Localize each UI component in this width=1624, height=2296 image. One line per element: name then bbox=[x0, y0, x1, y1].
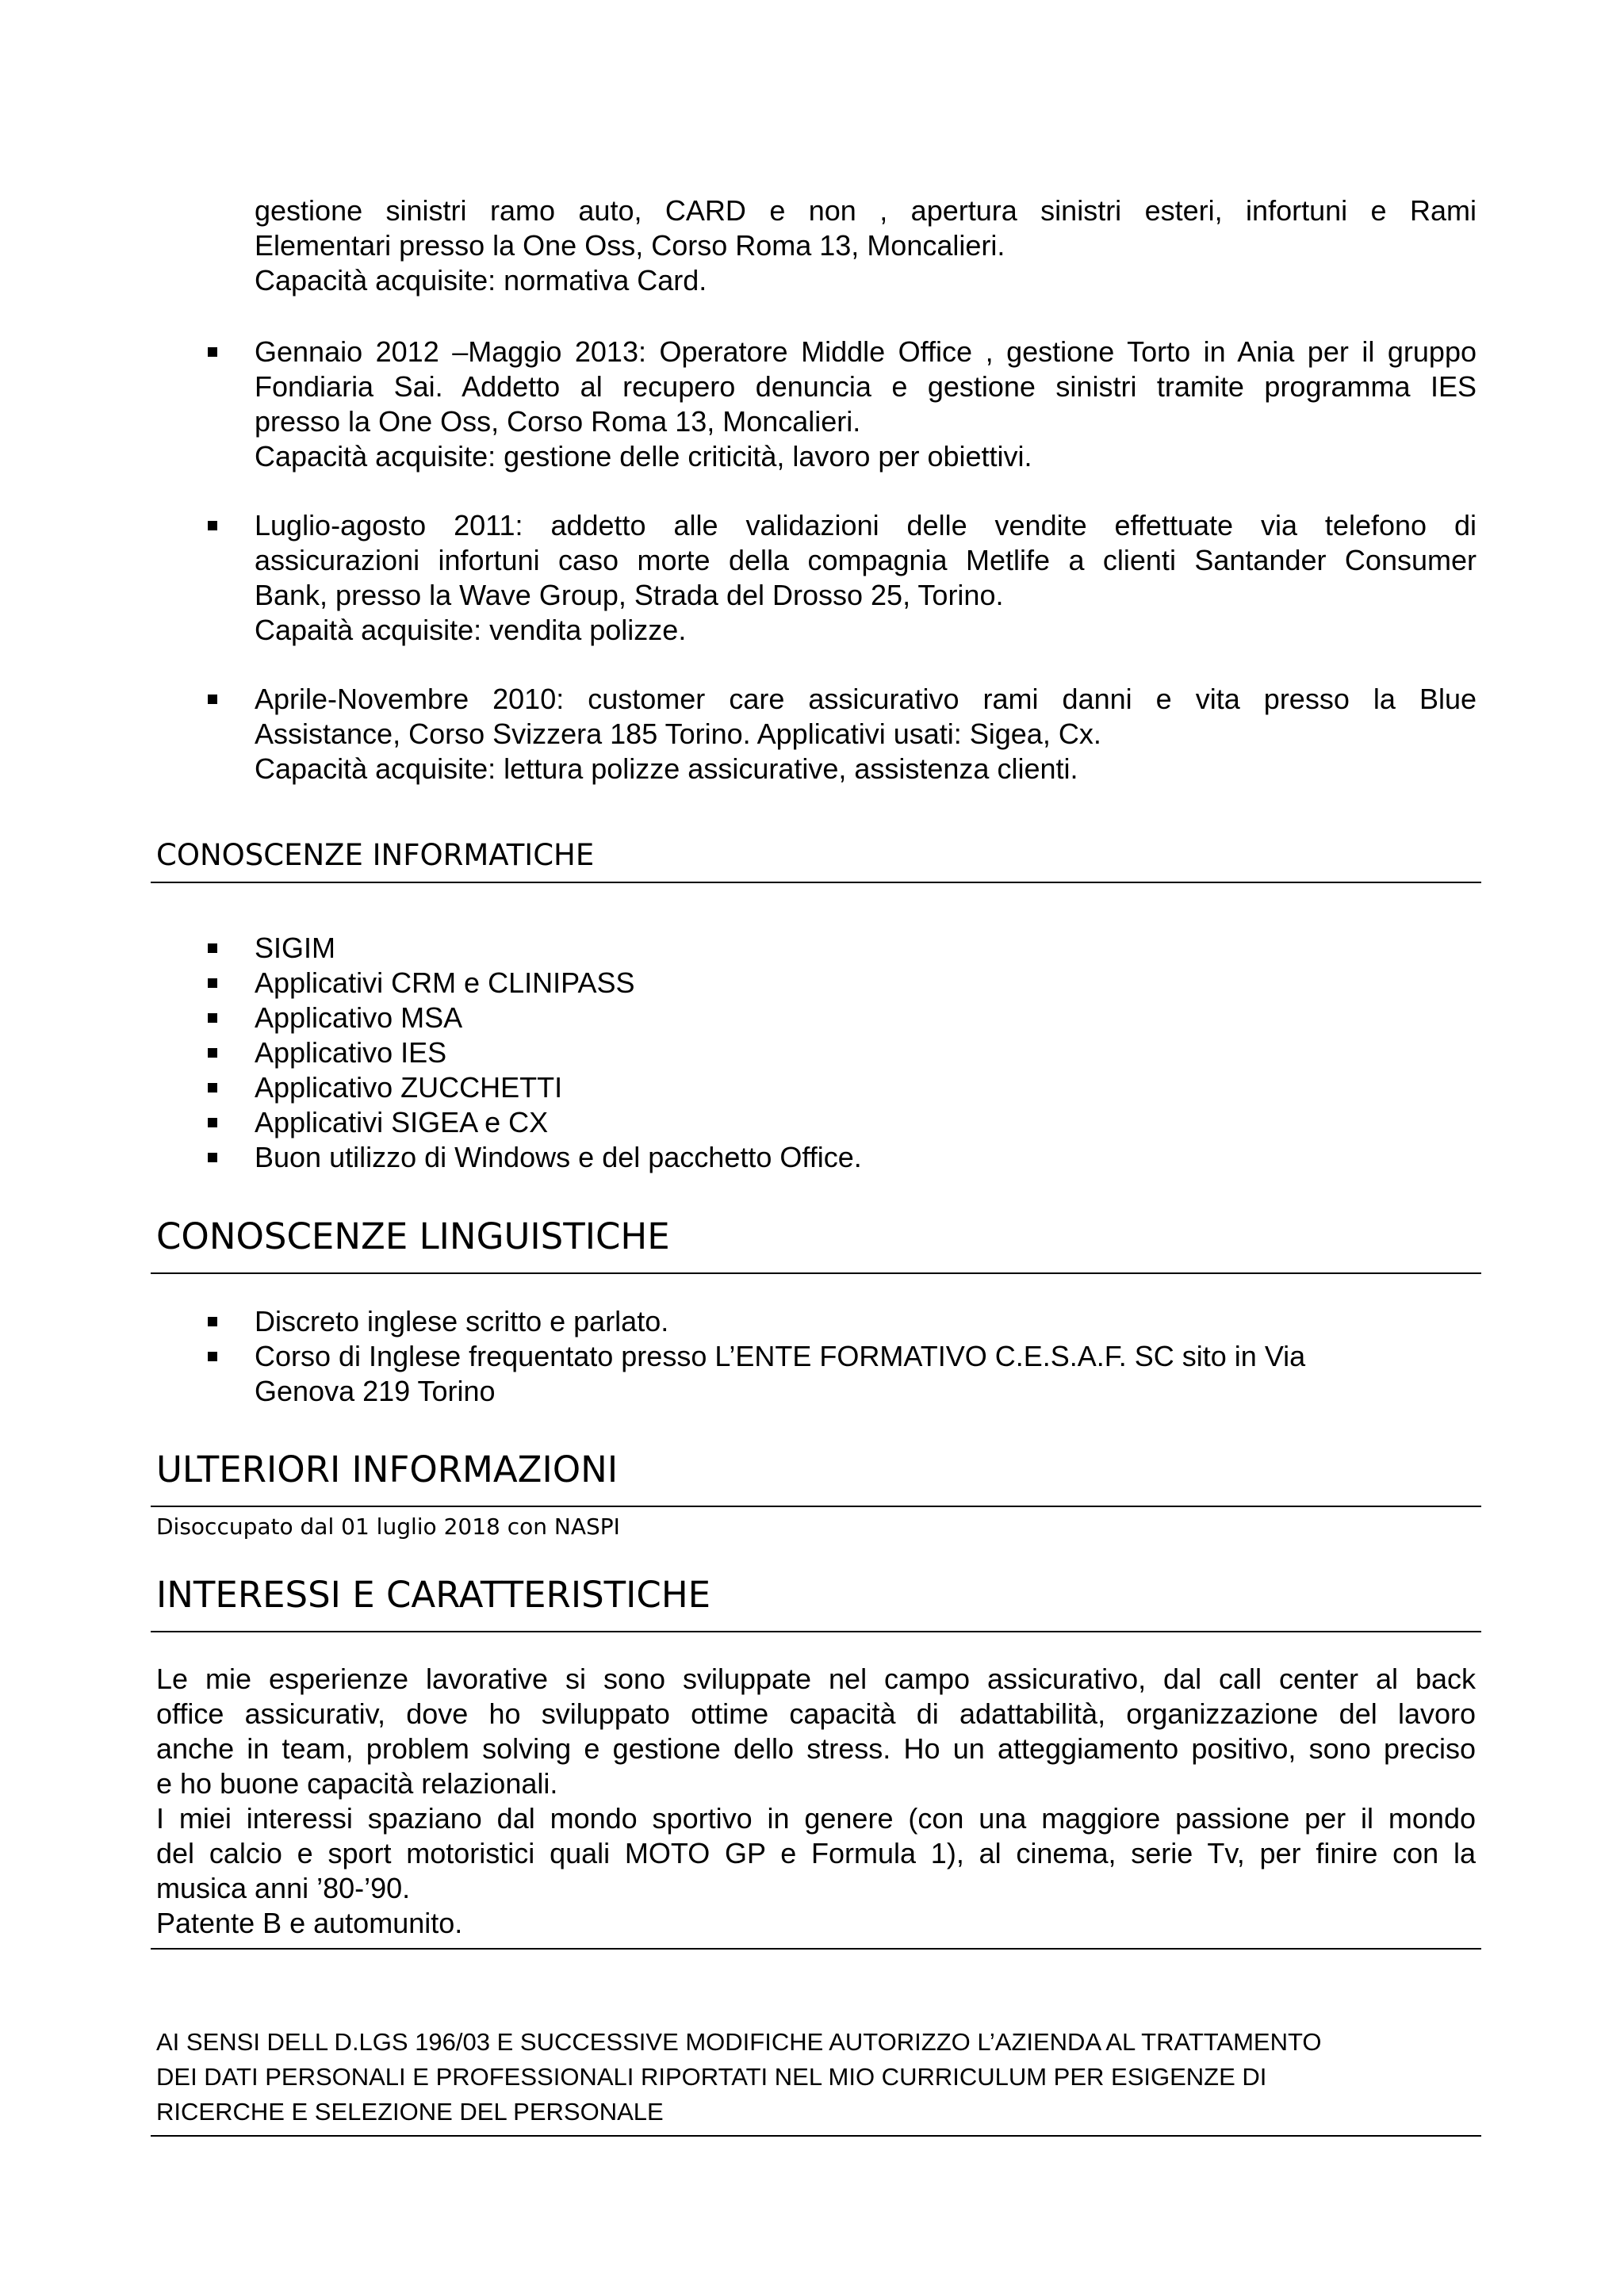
section-divider bbox=[151, 882, 1481, 883]
section-divider bbox=[151, 1948, 1481, 1950]
experience-line: Gennaio 2012 –Maggio 2013: Operatore Middle Office , gestione Torto in Ania per il gruppo bbox=[255, 335, 1477, 368]
it-skill-item: Applicativo IES bbox=[255, 1036, 447, 1069]
section-divider bbox=[151, 1631, 1481, 1632]
bullet-square-icon bbox=[208, 521, 217, 530]
privacy-line: RICERCHE E SELEZIONE DEL PERSONALE bbox=[156, 2098, 664, 2126]
interests-line: Le mie esperienze lavorative si sono sviluppate nel campo assicurativo, dal call center al back bbox=[156, 1663, 1476, 1695]
privacy-line: DEI DATI PERSONALI E PROFESSIONALI RIPORTATI NEL MIO CURRICULUM PER ESIGENZE DI bbox=[156, 2063, 1267, 2091]
interests-line: I miei interessi spaziano dal mondo sportivo in genere (con una maggiore passione per il mondo bbox=[156, 1802, 1476, 1835]
bullet-square-icon bbox=[208, 978, 217, 988]
experience-line: Fondiaria Sai. Addetto al recupero denuncia e gestione sinistri tramite programma IES bbox=[255, 370, 1477, 403]
experience-line: Elementari presso la One Oss, Corso Roma 13, Moncalieri. bbox=[255, 229, 1005, 262]
it-skill-item: Applicativi CRM e CLINIPASS bbox=[255, 966, 635, 999]
section-divider bbox=[151, 1506, 1481, 1507]
section-title-interests: INTERESSI E CARATTERISTICHE bbox=[156, 1574, 711, 1616]
experience-line: Capacità acquisite: normativa Card. bbox=[255, 264, 707, 297]
language-item: Corso di Inglese frequentato presso L’ENTE FORMATIVO C.E.S.A.F. SC sito in Via bbox=[255, 1340, 1306, 1372]
interests-line: del calcio e sport motoristici quali MOTO GP e Formula 1), al cinema, serie Tv, per finire con la bbox=[156, 1837, 1476, 1869]
bullet-square-icon bbox=[208, 1013, 217, 1023]
experience-line: Luglio-agosto 2011: addetto alle validazioni delle vendite effettuate via telefono di bbox=[255, 509, 1477, 541]
interests-line: anche in team, problem solving e gestione dello stress. Ho un atteggiamento positivo, sono preciso bbox=[156, 1732, 1476, 1765]
experience-line: Capacità acquisite: lettura polizze assicurative, assistenza clienti. bbox=[255, 752, 1078, 785]
experience-entry bbox=[255, 682, 1477, 786]
bullet-square-icon bbox=[208, 695, 217, 704]
bullet-square-icon bbox=[208, 943, 217, 953]
privacy-line: AI SENSI DELL D.LGS 196/03 E SUCCESSIVE MODIFICHE AUTORIZZO L’AZIENDA AL TRATTAMENTO bbox=[156, 2028, 1322, 2056]
experience-line: Assistance, Corso Svizzera 185 Torino. Applicativi usati: Sigea, Cx. bbox=[255, 718, 1101, 750]
it-skill-item: Applicativi SIGEA e CX bbox=[255, 1106, 549, 1138]
bullet-square-icon bbox=[208, 1118, 217, 1127]
experience-line: Bank, presso la Wave Group, Strada del Drosso 25, Torino. bbox=[255, 579, 1004, 611]
experience-line: Capaità acquisite: vendita polizze. bbox=[255, 614, 687, 646]
section-title-it-skills: CONOSCENZE INFORMATICHE bbox=[156, 838, 595, 872]
it-skill-item: SIGIM bbox=[255, 932, 336, 964]
privacy-consent bbox=[156, 2025, 1488, 2130]
bullet-square-icon bbox=[208, 1083, 217, 1093]
experience-line: assicurazioni infortuni caso morte della compagnia Metlife a clienti Santander Consumer bbox=[255, 544, 1477, 576]
section-divider bbox=[151, 1272, 1481, 1274]
it-skill-item: Buon utilizzo di Windows e del pacchetto Office. bbox=[255, 1141, 862, 1173]
it-skill-item: Applicativo MSA bbox=[255, 1001, 463, 1034]
interests-line: musica anni ’80-’90. bbox=[156, 1872, 411, 1904]
section-title-languages: CONOSCENZE LINGUISTICHE bbox=[156, 1215, 670, 1257]
bullet-square-icon bbox=[208, 1317, 217, 1326]
interests-line: e ho buone capacità relazionali. bbox=[156, 1767, 558, 1800]
further-info-note: Disoccupato dal 01 luglio 2018 con NASPI bbox=[156, 1513, 620, 1540]
experience-entry-continued bbox=[255, 193, 1477, 298]
section-title-further-info: ULTERIORI INFORMAZIONI bbox=[156, 1448, 619, 1490]
experience-line: presso la One Oss, Corso Roma 13, Moncalieri. bbox=[255, 405, 861, 438]
interests-line: Patente B e automunito. bbox=[156, 1907, 463, 1939]
language-item-continued: Genova 219 Torino bbox=[255, 1375, 496, 1407]
bullet-square-icon bbox=[208, 1153, 217, 1162]
interests-line: office assicurativ, dove ho sviluppato ottime capacità di adattabilità, organizzazione del lavoro bbox=[156, 1697, 1476, 1730]
bullet-square-icon bbox=[208, 347, 217, 357]
bullet-square-icon bbox=[208, 1352, 217, 1361]
experience-entry bbox=[255, 335, 1477, 474]
experience-line: Capacità acquisite: gestione delle criticità, lavoro per obiettivi. bbox=[255, 440, 1032, 473]
it-skill-item: Applicativo ZUCCHETTI bbox=[255, 1071, 563, 1104]
bullet-square-icon bbox=[208, 1048, 217, 1058]
section-divider bbox=[151, 2135, 1481, 2137]
experience-entry bbox=[255, 508, 1477, 648]
experience-line: Aprile-Novembre 2010: customer care assicurativo rami danni e vita presso la Blue bbox=[255, 683, 1477, 715]
language-item: Discreto inglese scritto e parlato. bbox=[255, 1305, 669, 1337]
interests-paragraph bbox=[156, 1662, 1476, 1941]
experience-line: gestione sinistri ramo auto, CARD e non , apertura sinistri esteri, infortuni e Rami bbox=[255, 194, 1477, 227]
